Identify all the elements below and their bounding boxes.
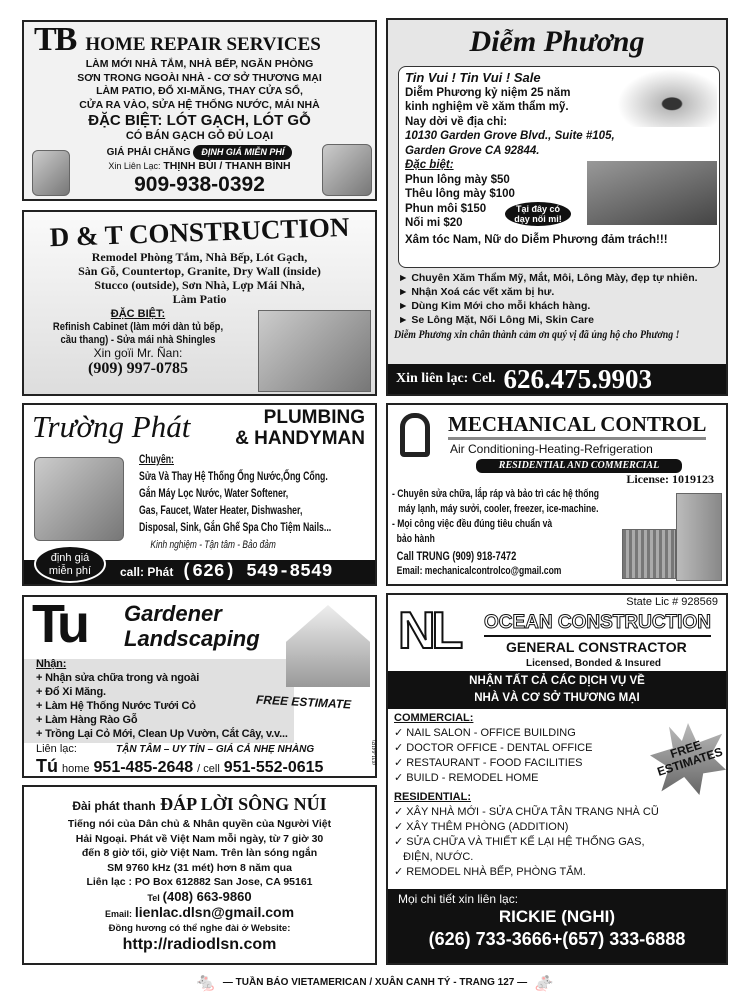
dp-bullets	[394, 271, 722, 327]
dp-thanks: Diễm Phương xin chân thành cảm ơn quý vị đã ủng hộ cho Phương !	[394, 329, 680, 341]
mc-call: Call TRUNG (909) 918-7472	[396, 549, 517, 563]
footer-text: — TUẦN BÁO VIETAMERICAN / XUÂN CANH TÝ - TRANG 127 —	[222, 977, 528, 988]
tb-contact-names: THỊNH BÙI / THANH BÌNH	[163, 160, 291, 172]
radio-tel-label: Tel	[147, 892, 160, 903]
mc-line: - Mọi công việc đều đúng tiêu chuẩn và	[392, 518, 553, 530]
mc-line: - Chuyên sửa chữa, lắp ráp và bảo trì các hệ thống	[392, 488, 599, 500]
dp-intro: kinh nghiệm về xăm thẩm mỹ.	[405, 101, 569, 113]
dt-special-label: ĐẶC BIỆT:	[110, 308, 166, 320]
dp-price: Nối mi $20	[405, 217, 463, 229]
dp-hair: Xâm tóc Nam, Nữ do Diễm Phương đảm trách!!!	[405, 233, 668, 246]
tu-item: + Trồng Lại Cỏ Mới, Clean Up Vườn, Cắt Cây, v.v...	[36, 728, 288, 740]
tp-free-badge	[34, 545, 106, 583]
tu-item: + Làm Hàng Rào Gỗ	[36, 714, 138, 726]
ad-diem-phuong	[386, 18, 728, 396]
tp-line: Gas, Faucet, Water Heater, Dishwasher,	[139, 505, 303, 517]
dt-line: Làm Patio	[172, 292, 227, 306]
mc-title: MECHANICAL CONTROL	[448, 411, 706, 440]
radio-line: Hải Ngoại. Phát về Việt Nam mỗi ngày, từ 7 giờ 30	[75, 832, 324, 845]
mc-license: License: 1019123	[626, 472, 714, 486]
ad-truong-phat-plumbing	[22, 403, 377, 586]
dt-special: Refinish Cabinet (làm mới dàn tủ bếp,	[52, 321, 224, 333]
radio-tel: (408) 663-9860	[162, 888, 252, 904]
tu-title: Gardener	[124, 601, 222, 626]
tb-contact-label: Xin Liên Lạc:	[108, 161, 161, 171]
tu-cell-phone: 951-552-0615	[223, 759, 324, 776]
nl-residential-item: ✓ XÂY THÊM PHÒNG (ADDITION)	[394, 821, 569, 833]
radio-line: Liên lạc : PO Box 612882 San Jose, CA 95161	[86, 876, 313, 888]
dp-info-box	[398, 66, 720, 268]
tb-line: SƠN TRONG NGOÀI NHÀ - CƠ SỞ THƯƠNG MẠI	[77, 71, 322, 84]
dp-sale: Tin Vui ! Tin Vui ! Sale	[405, 70, 541, 85]
nl-contact-bar	[388, 889, 726, 963]
page-footer	[0, 972, 750, 993]
tb-line: LÀM PATIO, ĐỔ XI-MĂNG, THAY CỬA SỔ,	[96, 85, 303, 97]
tu-name: Tú	[36, 756, 58, 776]
ad-nl-ocean-construction	[386, 593, 728, 965]
radio-email[interactable]: lienlac.dlsn@gmail.com	[134, 904, 295, 920]
tb-phone: 909-938-0392	[134, 172, 265, 196]
nl-banner-line: NHÀ VÀ CƠ SỞ THƯƠNG MẠI	[474, 692, 640, 704]
tb-title: HOME REPAIR SERVICES	[85, 34, 321, 55]
nl-commercial-item: ✓ DOCTOR OFFICE - DENTAL OFFICE	[394, 742, 593, 754]
nl-free-estimates: FREE ESTIMATES	[655, 737, 725, 779]
eye-photo	[617, 69, 717, 127]
dt-title: D & T CONSTRUCTION	[49, 211, 350, 253]
ad-mechanical-control	[386, 403, 728, 586]
nl-banner	[388, 671, 726, 709]
dp-special-label: Đặc biệt:	[405, 159, 454, 171]
radio-prefix: Đài phát thanh	[72, 799, 156, 813]
tu-motto: TẬN TÂM – UY TÍN – GIÁ CẢ NHẸ NHÀNG	[116, 744, 315, 755]
radio-web-label: Đồng hương có thể nghe đài ở Website:	[108, 922, 291, 934]
nl-commercial-item: ✓ NAIL SALON - OFFICE BUILDING	[394, 727, 576, 739]
nl-title: OCEAN CONSTRUCTION	[484, 611, 711, 637]
tb-sell: CÓ BÁN GẠCH GỖ ĐỦ LOẠI	[125, 130, 274, 142]
tb-line: CỬA RA VÀO, SỬA HỆ THỐNG NƯỚC, MÁI NHÀ	[79, 98, 320, 111]
mechanical-logo-icon	[400, 413, 430, 457]
tb-special: ĐẶC BIỆT: LÓT GẠCH, LÓT GỖ	[88, 112, 311, 129]
tu-logo: Tu	[32, 595, 86, 654]
nl-commercial-item: ✓ RESTAURANT - FOOD FACILITIES	[394, 757, 583, 769]
dt-phone: (909) 997-0785	[88, 360, 188, 377]
worker-illustration-left	[32, 150, 70, 196]
tu-contact-label: Liên lạc:	[36, 743, 77, 755]
nl-banner-line: NHẬN TẤT CẢ CÁC DỊCH VỤ VỀ	[469, 675, 645, 687]
dp-bullet: ► Chuyên Xăm Thẩm Mỹ, Mắt, Môi, Lông Mày, đẹp tự nhiên.	[398, 272, 698, 284]
ad-radio-dap-loi-song-nui	[22, 785, 377, 965]
tb-line: LÀM MỚI NHÀ TẮM, NHÀ BẾP, NGĂN PHÒNG	[85, 58, 314, 70]
tp-name: Trường Phát	[32, 409, 191, 444]
radio-line: Tiếng nói của Dân chủ & Nhân quyền của Người Việt	[67, 818, 332, 830]
ad-code: (631-641P)	[372, 739, 378, 765]
tu-label: Nhận:	[36, 658, 67, 670]
tu-item: + Làm Hệ Thống Nước Tưới Cỏ	[36, 700, 196, 712]
nl-residential-item: ĐIỆN, NƯỚC.	[394, 851, 474, 863]
tu-item: + Nhận sửa chữa trong và ngoài	[36, 672, 200, 684]
nl-tagline: Licensed, Bonded & Insured	[526, 658, 662, 669]
dp-price: Phun môi $150	[405, 202, 487, 215]
ad-tb-home-repair	[22, 20, 377, 201]
dt-line: Stucco (outside), Sơn Nhà, Lợp Mái Nhà,	[94, 278, 305, 292]
dp-bullet: ► Nhận Xoá các vết xăm bị hư.	[398, 286, 555, 298]
nl-logo: NL	[398, 602, 460, 660]
radio-line: đến 8 giờ tối, giờ Việt Nam. Trên làn sóng ngắn	[81, 847, 318, 859]
tb-free-quote-badge: ĐỊNH GIÁ MIỄN PHÍ	[193, 145, 292, 161]
dp-address: Garden Grove CA 92844.	[405, 144, 540, 157]
nl-contact-label: Mọi chi tiết xin liên lạc:	[398, 892, 519, 906]
tp-line: Disposal, Sink, Gắn Ghế Spa Cho Tiệm Nails...	[139, 522, 332, 534]
tp-label: Chuyên:	[139, 454, 174, 466]
nl-residential-item: ✓ SỬA CHỮA VÀ THIẾT KẾ LẠI HỆ THỐNG GAS,	[394, 836, 645, 848]
mc-line: bảo hành	[396, 533, 435, 545]
worker-illustration-right	[322, 144, 372, 196]
dt-contact: Xin goïi Mr. Ñan:	[93, 346, 183, 360]
nl-license: State Lic # 928569	[626, 596, 718, 608]
mc-subtitle: Air Conditioning-Heating-Refrigeration	[450, 442, 653, 456]
dp-address: 10130 Garden Grove Blvd., Suite #105,	[405, 130, 615, 142]
tp-badge-line: định giá	[50, 552, 90, 564]
air-handler-image	[676, 493, 722, 581]
tu-free-estimate: FREE ESTIMATE	[255, 692, 352, 712]
nl-residential-item: ✓ XÂY NHÀ MỚI - SỬA CHỮA TÂN TRANG NHÀ CŨ	[394, 806, 659, 818]
nl-phones: (626) 733-3666+(657) 333-6888	[428, 929, 686, 949]
kitchen-photo	[258, 310, 371, 392]
tp-line: Sửa Và Thay Hệ Thống Ống Nước,Ống Cống.	[139, 471, 328, 483]
dp-intro: Nay dời về địa chỉ:	[405, 115, 508, 128]
mc-line: máy lạnh, máy sưởi, cooler, freezer, ice-machine.	[398, 503, 599, 515]
radio-web[interactable]: http://radiodlsn.com	[122, 936, 277, 953]
ac-unit-image	[622, 529, 676, 579]
tb-logo: TB	[34, 22, 76, 58]
dt-line: Sàn Gỗ, Countertop, Granite, Dry Wall (inside)	[78, 264, 321, 278]
dp-price: Phun lông mày $50	[405, 173, 510, 186]
dp-lower	[394, 271, 722, 343]
tp-line: Gắn Máy Lọc Nước, Water Softener,	[139, 488, 289, 500]
dp-bullet: ► Se Lông Mặt, Nối Lông Mi, Skin Care	[398, 314, 594, 326]
tu-title: Landscaping	[124, 626, 260, 651]
tp-motto: Kinh nghiệm - Tận tâm - Bảo đảm	[150, 539, 276, 551]
dt-line: Remodel Phòng Tắm, Nhà Bếp, Lót Gạch,	[91, 250, 308, 264]
mc-email: Email: mechanicalcontrolco@gmail.com	[396, 565, 562, 577]
radio-title: ĐÁP LỜI SÔNG NÚI	[160, 794, 327, 814]
tp-call: call: Phát	[120, 565, 174, 579]
tools-illustration	[34, 457, 124, 541]
radio-line: SM 9760 kHz (31 mét) hơn 8 năm qua	[107, 861, 292, 874]
tu-item: + Đổ Xi Măng.	[36, 686, 106, 698]
ad-tu-gardener	[22, 595, 377, 778]
tu-cell-label: / cell	[197, 763, 220, 775]
ad-dt-construction	[22, 210, 377, 396]
tp-title: PLUMBING	[263, 407, 365, 428]
nl-residential-label: RESIDENTIAL:	[394, 791, 471, 803]
radio-email-label: Email:	[104, 909, 132, 919]
dp-contact-bar	[388, 364, 726, 394]
mouse-icon: 🐁	[533, 972, 556, 992]
tb-header	[24, 22, 375, 58]
nl-subtitle: GENERAL CONSTRACTOR	[506, 639, 687, 655]
dp-intro: Diễm Phương kỷ niệm 25 năm	[405, 86, 571, 99]
dp-bullet: ► Dùng Kim Mới cho mỗi khách hàng.	[398, 300, 591, 312]
dt-special: cầu thang) - Sửa mái nhà Shingles	[60, 334, 216, 346]
face-photo	[587, 161, 717, 225]
mc-banner: RESIDENTIAL AND COMMERCIAL	[476, 459, 682, 473]
tb-price: GIÁ PHẢI CHĂNG	[106, 146, 191, 158]
tu-home-label: home	[62, 763, 90, 775]
nl-commercial-item: ✓ BUILD - REMODEL HOME	[394, 772, 539, 784]
dp-phone: 626.475.9903	[503, 363, 653, 394]
dp-badge: Tại đây có dạy nối mi!	[505, 202, 571, 226]
tu-home-phone: 951-485-2648	[93, 759, 194, 776]
house-illustration	[286, 605, 370, 687]
nl-residential-item: ✓ REMODEL NHÀ BẾP, PHÒNG TẮM.	[394, 866, 586, 878]
tp-badge-line: miễn phí	[48, 565, 92, 577]
dp-title: Diễm Phương	[469, 25, 645, 58]
mouse-icon: 🐁	[194, 972, 217, 992]
tp-phone: (626) 549-8549	[181, 562, 333, 582]
nl-commercial-label: COMMERCIAL:	[394, 712, 474, 724]
dp-contact-label: Xin liên lạc: Cel.	[396, 371, 496, 386]
nl-name: RICKIE (NGHI)	[498, 907, 616, 926]
tp-title: & HANDYMAN	[235, 428, 365, 449]
dp-price: Thêu lông mày $100	[405, 188, 515, 200]
